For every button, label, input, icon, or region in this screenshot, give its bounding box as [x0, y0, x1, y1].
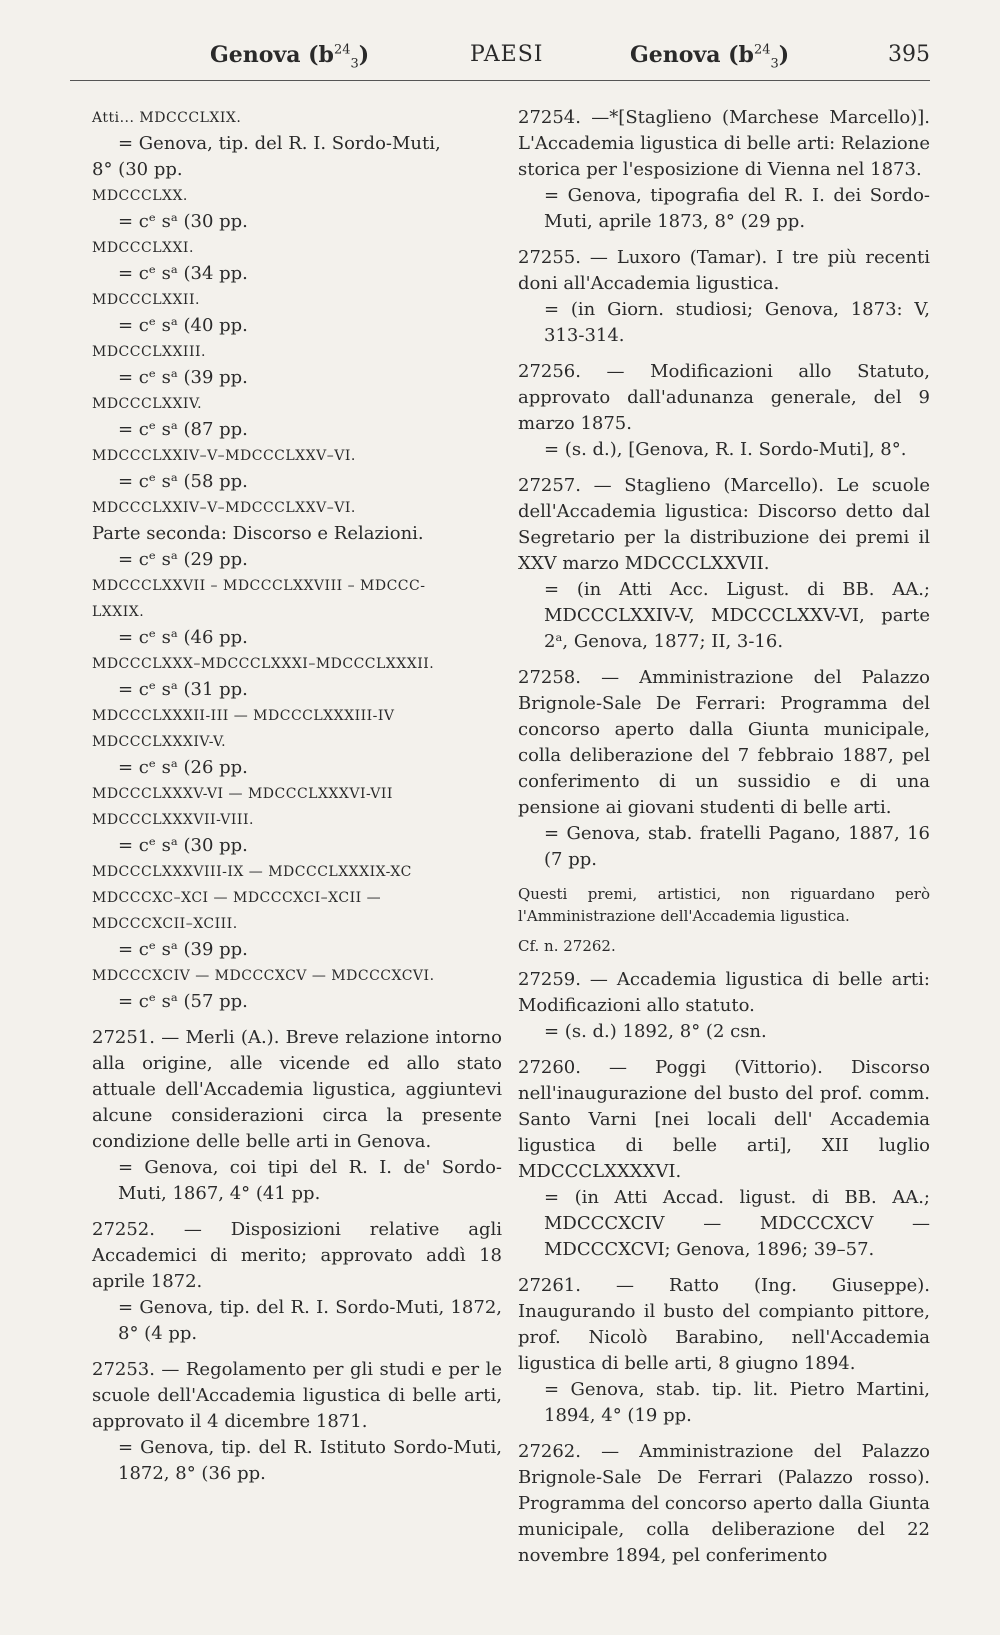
entry-publication: = (in Atti Acc. Ligust. di BB. AA.; MDCCCLXXIV-V, MDCCCLXXV-VI, parte 2ᵃ, Genova, 1877; II, 3-16. [544, 579, 930, 652]
listing-line: MDCCCXC–XCI — MDCCCXCI–XCII — [92, 890, 382, 906]
header-center: PAESI [470, 42, 544, 67]
left-column [92, 105, 502, 1497]
entry-publication: = (in Giorn. studiosi; Genova, 1873: V, 313-314. [544, 299, 930, 346]
entry-body: 27255. — Luxoro (Tamar). I tre più recenti doni all'Accademia ligustica. [518, 247, 930, 294]
bibliography-entry [518, 1055, 930, 1263]
bibliography-entry [92, 1025, 502, 1207]
entry-publication: = Genova, stab. fratelli Pagano, 1887, 16 (7 pp. [544, 823, 930, 870]
left-lines [92, 105, 502, 1015]
listing-line: MDCCCLXX. [92, 188, 188, 204]
listing-line: MDCCCLXXX–MDCCCLXXXI–MDCCCLXXXII. [92, 656, 435, 672]
listing-line: Parte seconda: Discorso e Relazioni. [92, 523, 424, 544]
bibliography-entry [518, 473, 930, 655]
bibliography-entry [518, 359, 930, 463]
header-right: Genova $(b^{24}_3)$ [630, 42, 790, 72]
running-header [70, 40, 930, 81]
entry-publication: = Genova, stab. tip. lit. Pietro Martini, 1894, 4° (19 pp. [544, 1379, 930, 1426]
entry-body: 27251. — Merli (A.). Breve relazione intorno alla origine, alle vicende ed allo stato attuale dell'Accademia ligustica, aggiuntevi alcune considerazioni circa la presente condizione delle belle arti in Genova. [92, 1027, 502, 1152]
listing-line: MDCCCLXXXII-III — MDCCCLXXXIII-IV [92, 708, 395, 724]
bibliography-entry [518, 245, 930, 349]
listing-line: MDCCCXCIV — MDCCCXCV — MDCCCXCVI. [92, 968, 435, 984]
listing-line: = cᵉ sᵃ (26 pp. [118, 757, 248, 778]
listing-line: MDCCCXCII–XCIII. [92, 916, 238, 932]
entry-body: 27254. —*[Staglieno (Marchese Marcello)]. L'Accademia ligustica di belle arti: Relazione storica per l'esposizione di Vienna nel 1873. [518, 107, 930, 180]
entry-body: 27262. — Amministrazione del Palazzo Brignole-Sale De Ferrari (Palazzo rosso). Programma del concorso aperto dalla Giunta municipale, colla deliberazione del 22 novembre 1894, pel conferimento [518, 1441, 930, 1566]
listing-line: = cᵉ sᵃ (87 pp. [118, 419, 248, 440]
left-entries [92, 1025, 502, 1497]
entry-publication: = (s. d.) 1892, 8° (2 csn. [544, 1021, 767, 1042]
listing-line: Atti... MDCCCLXIX. [92, 110, 242, 126]
listing-line: MDCCCLXXIV. [92, 396, 203, 412]
entry-body: 27252. — Disposizioni relative agli Accademici di merito; approvato addì 18 aprile 1872. [92, 1219, 502, 1292]
right-entries [518, 105, 930, 1579]
listing-line: LXXIX. [92, 604, 145, 620]
listing-line: MDCCCLXXIV–V–MDCCCLXXV–VI. [92, 448, 356, 464]
entry-body: 27253. — Regolamento per gli studi e per le scuole dell'Accademia ligustica di belle arti, approvato il 4 dicembre 1871. [92, 1359, 502, 1432]
entry-publication: = (in Atti Accad. ligust. di BB. AA.; MDCCCXCIV — MDCCCXCV — MDCCCXCVI; Genova, 1896; 39–57. [544, 1187, 930, 1260]
bibliography-entry [518, 105, 930, 235]
listing-line: = cᵉ sᵃ (30 pp. [118, 835, 248, 856]
listing-line: MDCCCLXXXVIII-IX — MDCCCLXXXIX-XC [92, 864, 412, 880]
bibliography-entry [518, 1273, 930, 1429]
listing-line: = cᵉ sᵃ (29 pp. [118, 549, 248, 570]
listing-line: MDCCCLXXXV-VI — MDCCCLXXXVI-VII [92, 786, 393, 802]
listing-line: = cᵉ sᵃ (39 pp. [118, 367, 248, 388]
listing-line: MDCCCLXXXIV-V. [92, 734, 227, 750]
entry-body: 27259. — Accademia ligustica di belle arti: Modificazioni allo statuto. [518, 969, 930, 1016]
listing-line: = cᵉ sᵃ (39 pp. [118, 939, 248, 960]
bibliography-entry [518, 883, 930, 957]
page-number: 395 [888, 42, 930, 67]
bibliography-entry [92, 1217, 502, 1347]
entry-body: 27256. — Modificazioni allo Statuto, approvato dall'adunanza generale, del 9 marzo 1875. [518, 361, 930, 434]
entry-publication: = Genova, coi tipi del R. I. de' Sordo-Muti, 1867, 4° (41 pp. [118, 1157, 502, 1204]
right-column [518, 105, 930, 1579]
listing-line: = cᵉ sᵃ (46 pp. [118, 627, 248, 648]
listing-line: = cᵉ sᵃ (40 pp. [118, 315, 248, 336]
bibliography-entry [518, 665, 930, 873]
entry-publication: = Genova, tipografia del R. I. dei Sordo-Muti, aprile 1873, 8° (29 pp. [544, 185, 930, 232]
listing-line: = cᵉ sᵃ (58 pp. [118, 471, 248, 492]
listing-line: = cᵉ sᵃ (57 pp. [118, 991, 248, 1012]
listing-line: MDCCCLXXII. [92, 292, 200, 308]
entry-publication: = Genova, tip. del R. Istituto Sordo-Muti, 1872, 8° (36 pp. [118, 1437, 502, 1484]
listing-line: = cᵉ sᵃ (30 pp. [118, 211, 248, 232]
listing-line: MDCCCLXXIII. [92, 344, 206, 360]
bibliography-entry [518, 1439, 930, 1569]
entry-body: 27258. — Amministrazione del Palazzo Brignole-Sale De Ferrari: Programma del concorso aperto dalla Giunta municipale, colla deliberazione del 7 febbraio 1887, pel conferimento di un sussidio e di una pensione ai giovani studenti di belle arti. [518, 667, 930, 818]
entry-note: Questi premi, artistici, non riguardano però l'Amministrazione dell'Accademia ligustica. [518, 885, 930, 925]
listing-line: = cᵉ sᵃ (34 pp. [118, 263, 248, 284]
entry-body: 27257. — Staglieno (Marcello). Le scuole dell'Accademia ligustica: Discorso detto dal Segretario per la distribuzione dei premi il XXV marzo MDCCCLXXVII. [518, 475, 930, 574]
entry-publication: = Genova, tip. del R. I. Sordo-Muti, 1872, 8° (4 pp. [118, 1297, 502, 1344]
bibliography-entry [518, 967, 930, 1045]
listing-line: MDCCCLXXXVII-VIII. [92, 812, 254, 828]
entry-body: 27260. — Poggi (Vittorio). Discorso nell'inaugurazione del busto del prof. comm. Santo Varni [nei locali dell' Accademia ligustica di belle arti], XII luglio MDCCCLXXXXVI. [518, 1057, 930, 1182]
header-left: Genova $(b^{24}_3)$ [210, 42, 370, 72]
entry-publication: = (s. d.), [Genova, R. I. Sordo-Muti], 8°. [544, 439, 907, 460]
listing-line: MDCCCLXXIV–V–MDCCCLXXV–VI. [92, 500, 356, 516]
entry-crossref: Cf. n. 27262. [518, 937, 616, 955]
listing-line: 8° (30 pp. [92, 159, 183, 180]
listing-line: MDCCCLXXI. [92, 240, 194, 256]
listing-line: = cᵉ sᵃ (31 pp. [118, 679, 248, 700]
listing-line: MDCCCLXXVII – MDCCCLXXVIII – MDCCC- [92, 578, 426, 594]
listing-line: = Genova, tip. del R. I. Sordo-Muti, [118, 133, 441, 154]
entry-body: 27261. — Ratto (Ing. Giuseppe). Inaugurando il busto del compianto pittore, prof. Nicolò Barabino, nell'Accademia ligustica di belle arti, 8 giugno 1894. [518, 1275, 930, 1374]
bibliography-entry [92, 1357, 502, 1487]
